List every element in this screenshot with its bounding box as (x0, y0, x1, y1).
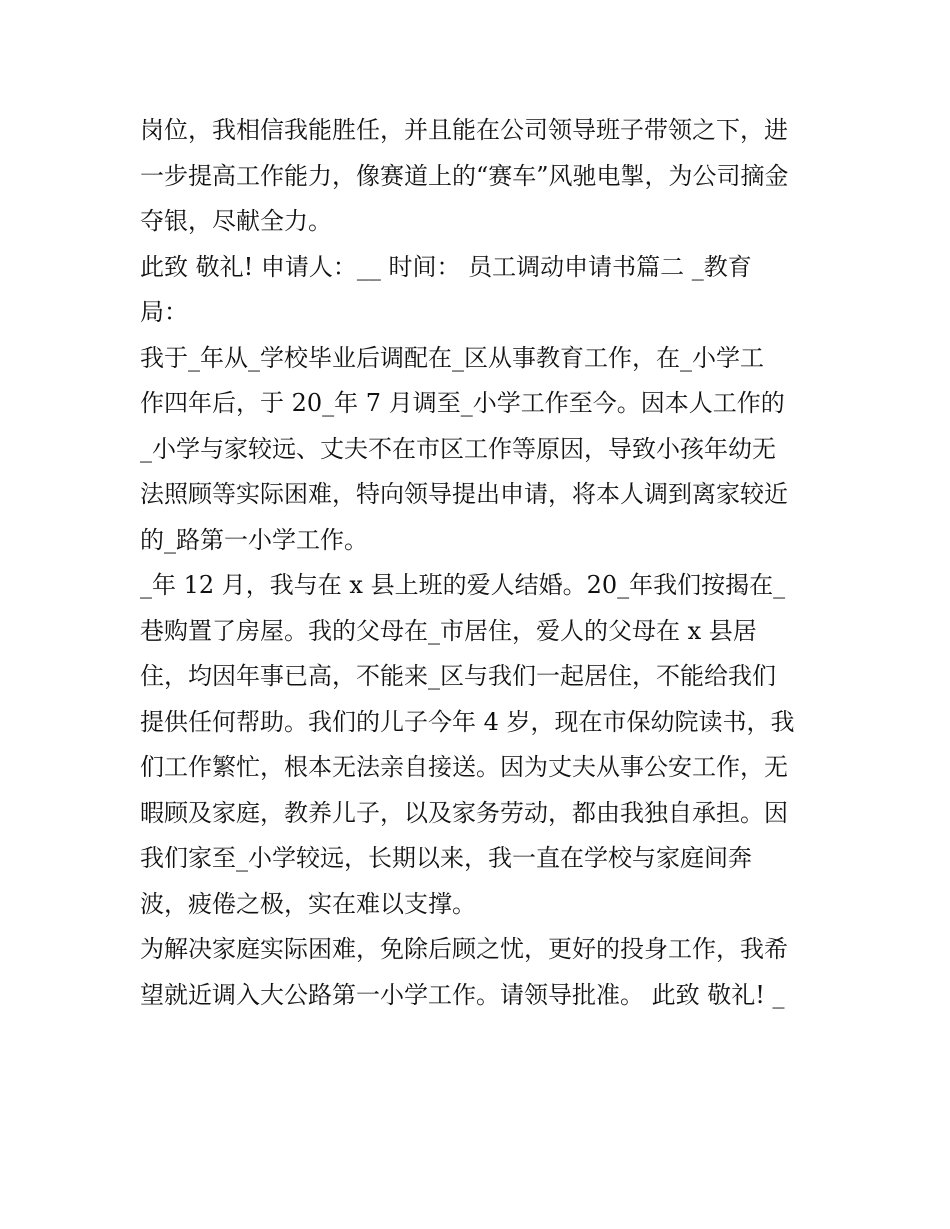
text-line: 作四年后，于 20_年 7 月调至_小学工作至今。因本人工作的 (140, 389, 785, 417)
text-line: 局： (140, 298, 188, 326)
text-line: 波，疲倦之极，实在难以支撑。 (140, 889, 476, 918)
text-line: 提供任何帮助。我们的儿子今年 4 岁，现在市保幼院读书，我 (140, 707, 795, 736)
text-line: 的_路第一小学工作。 (140, 525, 368, 554)
text-line: 住，均因年事已高，不能来_区与我们一起居住，不能给我们 (140, 662, 776, 690)
text-line: 们工作繁忙，根本无法亲自接送。因为丈夫从事公安工作，无 (140, 753, 788, 781)
text-line: 巷购置了房屋。我的父母在_市居住，爱人的父母在 x 县居 (140, 616, 757, 645)
text-line: 岗位，我相信我能胜任，并且能在公司领导班子带领之下，进 (140, 116, 788, 144)
text-line: 夺银，尽献全力。 (140, 207, 332, 235)
document-body (140, 108, 816, 1018)
text-line: 一步提高工作能力，像赛道上的“赛车”风驰电掣，为公司摘金 (140, 161, 789, 190)
text-line: 望就近调入大公路第一小学工作。请领导批准。 此致 敬礼! _ (140, 980, 785, 1009)
text-line: 法照顾等实际困难，特向领导提出申请，将本人调到离家较近 (140, 480, 788, 508)
text-line: 我们家至_小学较远，长期以来，我一直在学校与家庭间奔 (140, 844, 752, 872)
text-line: 我于_年从_学校毕业后调配在_区从事教育工作，在_小学工 (140, 343, 764, 372)
text-line: 此致 敬礼! 申请人：__ 时间： 员工调动申请书篇二 _教育 (140, 252, 752, 281)
text-line: 暇顾及家庭，教养儿子，以及家务劳动，都由我独自承担。因 (140, 798, 788, 827)
text-line: _年 12 月，我与在 x 县上班的爱人结婚。20_年我们按揭在_ (140, 571, 786, 599)
text-line: 为解决家庭实际困难，免除后顾之忧，更好的投身工作，我希 (140, 935, 788, 963)
text-line: _小学与家较远、丈夫不在市区工作等原因，导致小孩年幼无 (140, 434, 776, 463)
